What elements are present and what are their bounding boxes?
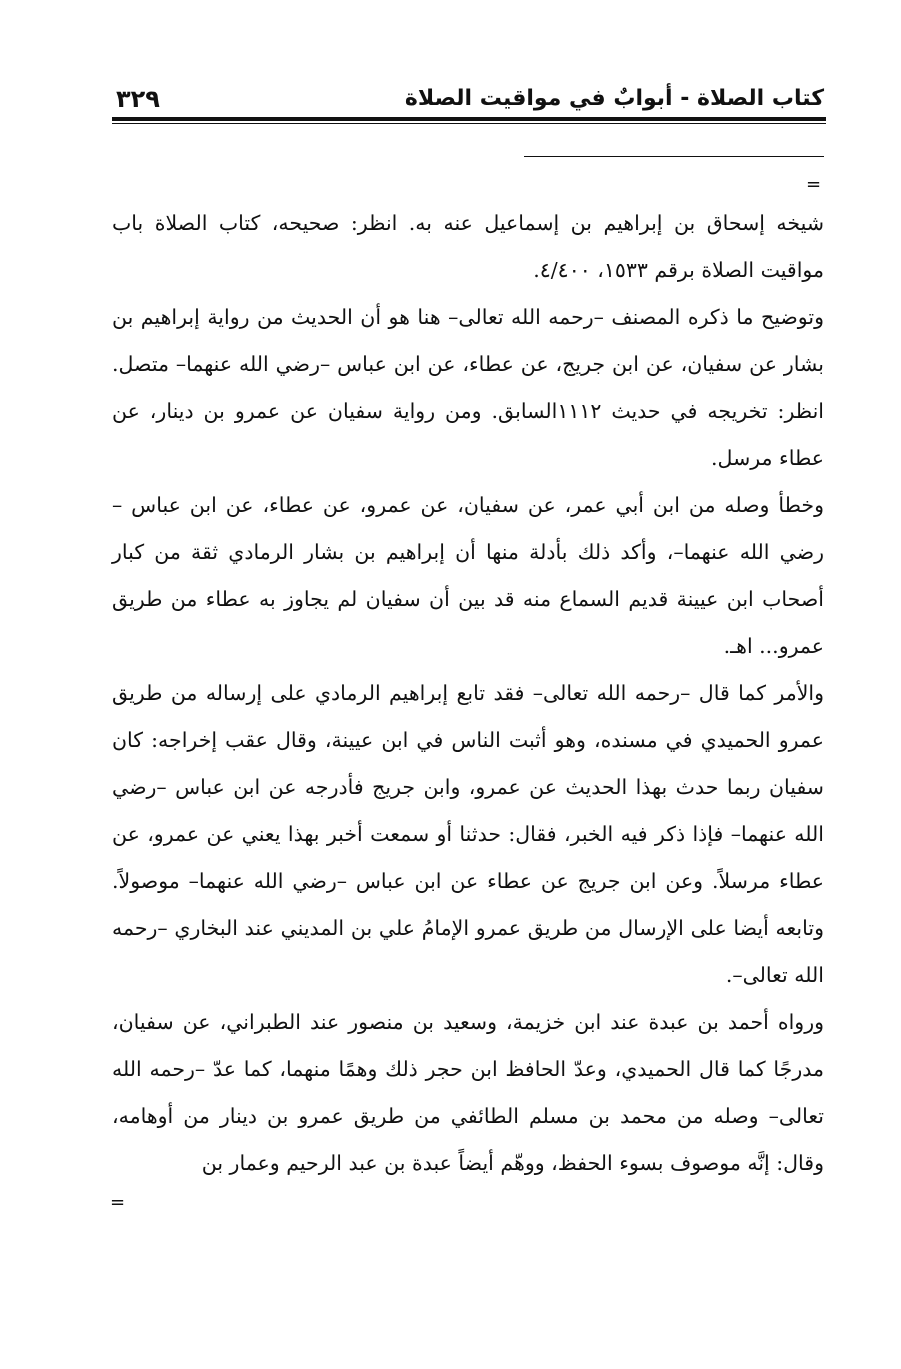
header-rule-thick: [112, 117, 826, 121]
paragraph-5: ورواه أحمد بن عبدة عند ابن خزيمة، وسعيد بن منصور عند الطبراني، عن سفيان، مدرجًا كما قال الحميدي، وعدّ الحافظ ابن حجر ذلك وهمًا منهما، كما عدّ –رحمه الله تعالى– وصله من محمد بن مسلم الطائفي من طريق عمرو بن دينار من أوهامه، وقال: إنَّه موصوف بسوء الحفظ، ووهّم أيضاً عبدة بن عبد الرحيم وعمار بن: [112, 1010, 824, 1175]
running-title: كتاب الصلاة - أبوابٌ في مواقيت الصلاة: [404, 86, 824, 111]
footnote-separator: [524, 156, 824, 157]
page-header: [112, 82, 824, 118]
paragraph-4: والأمر كما قال –رحمه الله تعالى– فقد تابع إبراهيم الرمادي على إرساله من طريق عمرو الحميدي في مسنده، وهو أثبت الناس في ابن عيينة، وقال عقب إخراجه: كان سفيان ربما حدث بهذا الحديث عن عمرو، وابن جريج فأدرجه عن ابن عباس –رضي الله عنهما– فإذا ذكر فيه الخبر، فقال: حدثنا أو سمعت أخبر بهذا يعني عن عمرو، عن عطاء مرسلاً. وعن ابن جريج عن عطاء عن ابن عباس –رضي الله عنهما– موصولاً. وتابعه أيضا على الإرسال من طريق عمرو الإمامُ علي بن المديني عند البخاري –رحمه الله تعالى–.: [112, 681, 824, 987]
continuation-mark-top: =: [806, 174, 822, 195]
footnote-text: [112, 200, 824, 1187]
continuation-mark-bottom: =: [110, 1192, 126, 1213]
header-rule-thin: [112, 123, 826, 124]
paragraph-1: شيخه إسحاق بن إبراهيم بن إسماعيل عنه به. انظر: صحيحه، كتاب الصلاة باب مواقيت الصلاة برقم ١٥٣٣، ٤/٤٠٠.: [112, 211, 824, 282]
page-number: ٣٢٩: [116, 85, 160, 113]
paragraph-2: وتوضيح ما ذكره المصنف –رحمه الله تعالى– هنا هو أن الحديث من رواية إبراهيم بن بشار عن سفيان، عن ابن جريج، عن عطاء، عن ابن عباس –رضي الله عنهما– متصل. انظر: تخريجه في حديث ١١١٢السابق. ومن رواية سفيان عن عمرو بن دينار، عن عطاء مرسل.: [112, 305, 824, 470]
paragraph-3: وخطأ وصله من ابن أبي عمر، عن سفيان، عن عمرو، عن عطاء، عن ابن عباس –رضي الله عنهما–، وأكد ذلك بأدلة منها أن إبراهيم بن بشار الرمادي ثقة من كبار أصحاب ابن عيينة قديم السماع منه قد بين أن سفيان لم يجاوز به عطاء من طريق عمرو... اهـ.: [112, 493, 824, 658]
